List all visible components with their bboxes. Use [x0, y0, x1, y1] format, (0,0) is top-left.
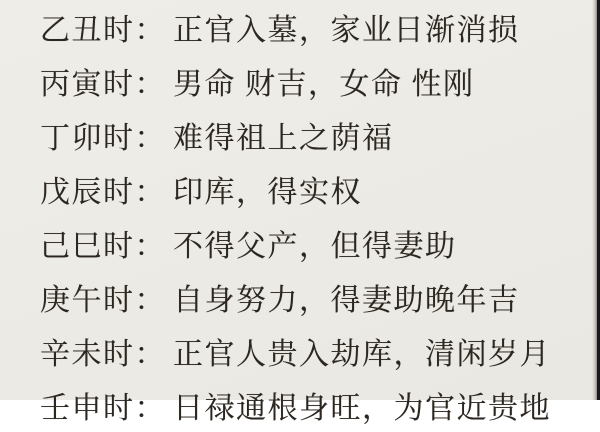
- fortune-text: 自身努力，得妻助晚年吉: [173, 284, 520, 317]
- fortune-text: 男命 财吉，女命 性刚: [173, 68, 475, 101]
- fortune-row-yichou: [40, 0, 588, 54]
- hour-label: 己巳时：: [40, 230, 166, 263]
- fortune-text: 不得父产，但得妻助: [173, 230, 457, 263]
- fortune-list: [40, 0, 588, 432]
- fortune-text: 正官人贵入劫库，清闲岁月: [173, 338, 551, 371]
- fortune-row-renshen-clipped: [40, 378, 588, 432]
- fortune-text: 日禄通根身旺，为官近贵地: [173, 392, 551, 425]
- fortune-row-jisi: [40, 216, 588, 270]
- fortune-text: 难得祖上之荫福: [173, 122, 394, 155]
- hour-label: 辛未时：: [40, 338, 166, 371]
- fortune-text: 正官入墓，家业日渐消损: [173, 14, 520, 47]
- hour-label: 庚午时：: [40, 284, 166, 317]
- fortune-row-wuchen: [40, 162, 588, 216]
- fortune-row-bingyin: [40, 54, 588, 108]
- fortune-row-xinwei: [40, 324, 588, 378]
- hour-label: 戊辰时：: [40, 176, 166, 209]
- fortune-text: 印库，得实权: [173, 176, 362, 209]
- hour-label: 乙丑时：: [40, 14, 166, 47]
- fortune-row-dingmao: [40, 108, 588, 162]
- fortune-row-gengwu: [40, 270, 588, 324]
- hour-label: 壬申时：: [40, 392, 166, 425]
- hour-label: 丁卯时：: [40, 122, 166, 155]
- hour-label: 丙寅时：: [40, 68, 166, 101]
